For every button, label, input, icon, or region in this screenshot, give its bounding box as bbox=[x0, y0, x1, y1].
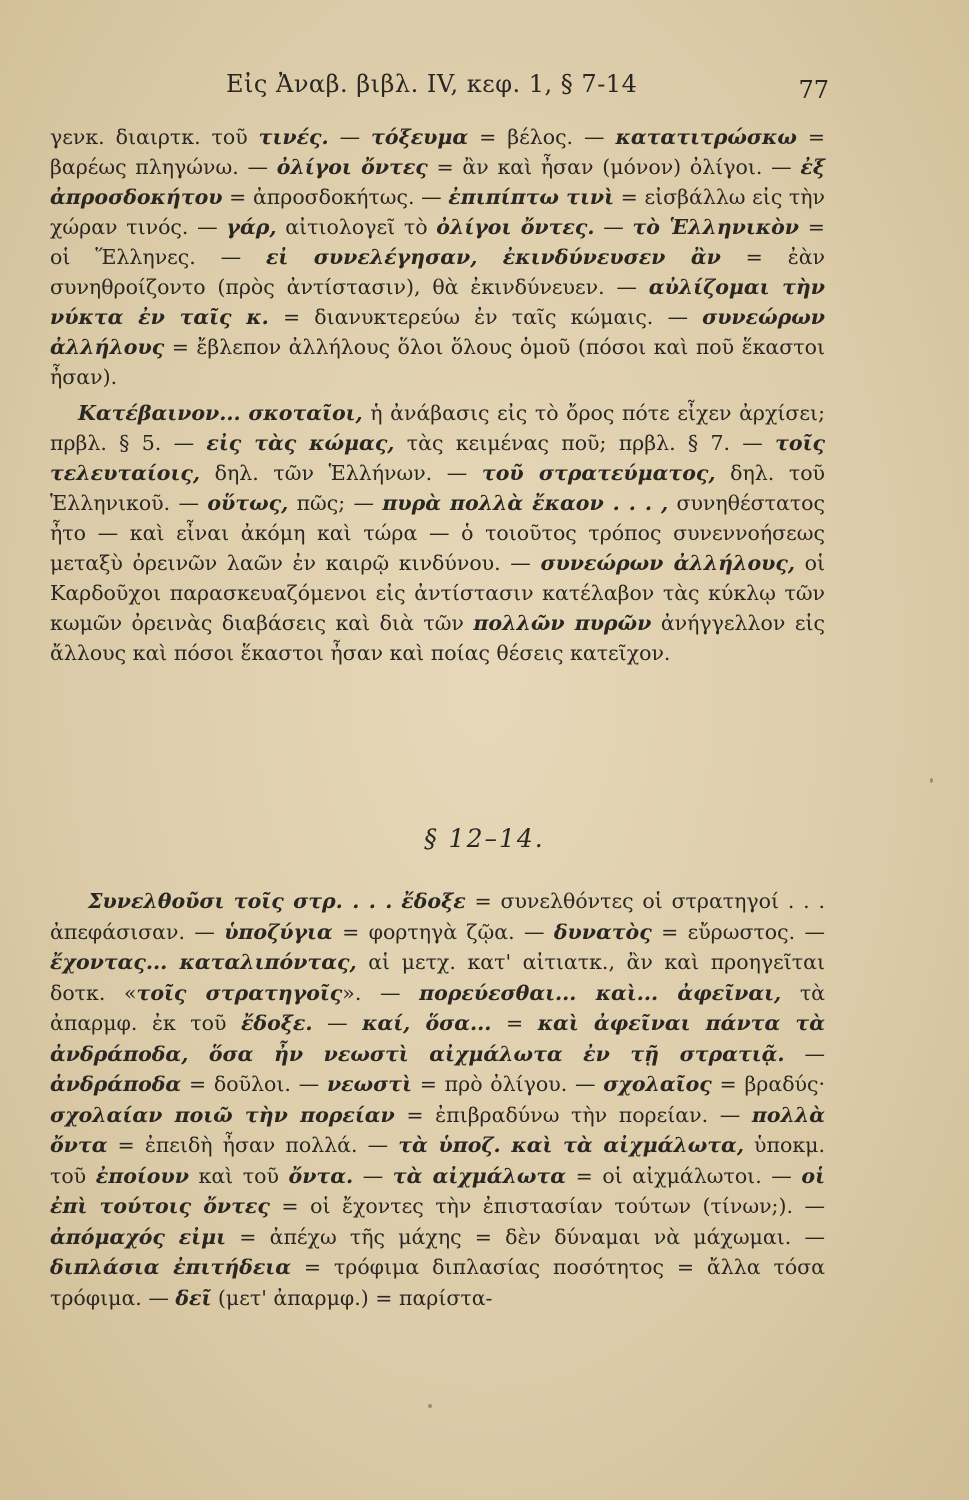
lemma: ἐποίουν bbox=[95, 1163, 189, 1188]
lemma: εἰ συνελέγησαν, ἐκινδύνευσεν ἂν bbox=[265, 245, 721, 269]
text-run: = τρόφιμα διπλασίας ποσότητος = ἄλλα τόσα τρόφιμα. — bbox=[50, 1255, 826, 1310]
text-run: συνηθέστατος ἦτο — καὶ εἶναι ἀκόμη καὶ τώρα — ὁ τοιοῦτος τρόπος συνεννοήσεως μεταξὺ ὀρεινῶν λαῶν ἐν καιρῷ κινδύνου. — bbox=[50, 491, 825, 575]
text-run: καὶ τοῦ bbox=[188, 1163, 289, 1188]
text-run: = ἔβλεπον ἀλλήλους ὅλοι ὅλους ὁμοῦ (πόσοι καὶ ποῦ ἕκαστοι ἦσαν). bbox=[50, 335, 825, 389]
text-run: = βραδύς· bbox=[711, 1072, 825, 1096]
text-run: = εὔρωστος. — bbox=[651, 919, 825, 944]
text-run: = βαρέως πληγώνω. — bbox=[50, 125, 825, 179]
lemma: καί, ὅσα... bbox=[362, 1011, 492, 1035]
lemma: κατατιτρώσκω bbox=[615, 125, 797, 149]
lemma: ἐπιπίπτω τινὶ bbox=[448, 185, 615, 209]
lemma: συνεώρων ἀλλήλους, bbox=[540, 551, 795, 575]
text-run: ». — bbox=[342, 980, 420, 1005]
lemma: σχολαίαν ποιῶ τὴν πορείαν bbox=[50, 1102, 395, 1127]
text-run: — bbox=[594, 215, 633, 239]
page-number: 77 bbox=[798, 76, 829, 104]
lemma: ὀλίγοι ὄντες bbox=[276, 155, 428, 179]
page-header bbox=[0, 70, 969, 110]
lemma: διπλάσια ἐπιτήδεια bbox=[50, 1255, 291, 1279]
text-run: (μετ' ἀπαρμφ.) = παρίστα- bbox=[211, 1285, 493, 1310]
lemma: δυνατὸς bbox=[553, 919, 652, 944]
lemma: ὑποζύγια bbox=[224, 919, 333, 944]
text-run: = βέλος. — bbox=[468, 125, 616, 149]
text-run: ἀνήγγελλον εἰς ἄλλους καὶ πόσοι ἕκαστοι ἦσαν καὶ ποίας θέσεις κατεῖχον. bbox=[50, 611, 825, 665]
lemma: ἀνδράποδα bbox=[50, 1072, 182, 1096]
commentary-block-2 bbox=[50, 886, 825, 1313]
text-run: = ἐπιβραδύνω τὴν πορείαν. — bbox=[394, 1102, 752, 1127]
text-run: = φορτηγὰ ζῷα. — bbox=[332, 919, 554, 944]
text-run: δηλ. τοῦ Ἑλληνικοῦ. — bbox=[50, 461, 825, 515]
lemma: σκοταῖοι, bbox=[248, 401, 363, 425]
lemma: εἰς τὰς κώμας, bbox=[206, 431, 395, 455]
text-run: αἱ μετχ. κατ' αἰτιατκ., ἂν καὶ προηγεῖται δοτκ. « bbox=[50, 950, 825, 1005]
text-run: ἡ ἀνάβασις εἰς τὸ ὄρος πότε εἶχεν ἀρχίσει; πρβλ. § 5. — bbox=[50, 401, 825, 455]
lemma: ὄντα. bbox=[288, 1163, 354, 1188]
text-run: αἰτιολογεῖ τὸ bbox=[276, 215, 437, 239]
running-title: Εἰς Ἀναβ. βιβλ. IV, κεφ. 1, § 7-14 bbox=[226, 70, 638, 98]
ink-speck bbox=[930, 778, 933, 783]
text-run: = δοῦλοι. — bbox=[181, 1072, 327, 1096]
paragraph-2 bbox=[50, 398, 825, 668]
lemma: σχολαῖος bbox=[603, 1072, 712, 1096]
text-run: = ἂν καὶ ἦσαν (μόνον) ὀλίγοι. — bbox=[427, 155, 801, 179]
text-run: = οἱ Ἕλληνες. — bbox=[50, 215, 825, 269]
lemma: τὰ ὑποζ. καὶ τὰ αἰχμάλωτα, bbox=[398, 1133, 744, 1157]
lemma: τινές. bbox=[258, 125, 329, 149]
lemma: Κατέβαινον... bbox=[78, 401, 241, 425]
text-run: δηλ. τῶν Ἑλλήνων. — bbox=[200, 461, 482, 485]
text-run: = bbox=[491, 1011, 538, 1035]
lemma: πολλὰ ὄντα bbox=[50, 1102, 826, 1157]
lemma: ἀπόμαχός εἰμι bbox=[50, 1224, 227, 1249]
lemma: πολλῶν πυρῶν bbox=[473, 611, 652, 635]
paragraph-1 bbox=[50, 122, 825, 392]
commentary-block-1 bbox=[50, 122, 825, 668]
lemma: οὕτως, bbox=[207, 491, 289, 515]
lemma: τὸ Ἑλληνικὸν bbox=[632, 215, 800, 239]
lemma: γάρ, bbox=[226, 215, 277, 239]
text-run: = εἰσβάλλω εἰς τὴν χώραν τινός. — bbox=[50, 185, 826, 239]
text-run: = οἱ ἔχοντες τὴν ἐπιστασίαν τούτων (τίνων;). — bbox=[269, 1194, 825, 1218]
text-run: — bbox=[312, 1011, 363, 1035]
text-run: = οἱ αἰχμάλωτοι. — bbox=[566, 1163, 802, 1188]
text-run: = πρὸ ὀλίγου. — bbox=[412, 1072, 604, 1096]
text-run: = ἐὰν συνηθροίζοντο (πρὸς ἀντίστασιν), θὰ ἐκινδύνευεν. — bbox=[50, 245, 825, 299]
text-run: — bbox=[328, 125, 372, 149]
text-run: = ἐπειδὴ ἦσαν πολλά. — bbox=[107, 1133, 399, 1157]
lemma: πυρὰ πολλὰ ἔκαον . . . , bbox=[382, 491, 669, 515]
lemma: δεῖ bbox=[175, 1285, 212, 1310]
lemma: πορεύεσθαι... καὶ... ἀφεῖναι, bbox=[419, 980, 782, 1005]
text-run: = ἀπέχω τῆς μάχης = δὲν δύναμαι νὰ μάχωμαι. — bbox=[226, 1224, 825, 1249]
paragraph-3 bbox=[50, 886, 825, 1313]
lemma: τοῖς στρατηγοῖς bbox=[136, 980, 343, 1005]
lemma: νεωστὶ bbox=[326, 1072, 412, 1096]
text-run: = ἀπροσδοκήτως. — bbox=[222, 185, 449, 209]
lemma: τὰ αἰχμάλωτα bbox=[392, 1163, 566, 1188]
lemma: τοῖς τελευταίοις, bbox=[50, 431, 825, 485]
text-run: = διανυκτερεύω ἐν ταῖς κώμαις. — bbox=[268, 305, 703, 329]
lemma: τοῦ στρατεύματος, bbox=[481, 461, 716, 485]
text-run: τὰ ἀπαρμφ. ἐκ τοῦ bbox=[50, 980, 825, 1035]
lemma: οἱ ἐπὶ τούτοις ὄντες bbox=[50, 1163, 825, 1218]
ink-speck bbox=[428, 1404, 432, 1408]
text-run: γενκ. διαιρτκ. τοῦ bbox=[50, 125, 259, 149]
text-run: — bbox=[353, 1163, 393, 1188]
text-run: = συνελθόντες οἱ στρατηγοί . . . ἀπεφάσισαν. — bbox=[50, 889, 825, 944]
text-run bbox=[392, 889, 401, 913]
lemma: τόξευμα bbox=[371, 125, 469, 149]
lemma: ἐξ ἀπροσδοκήτου bbox=[50, 155, 825, 209]
lemma: καὶ ἀφεῖναι πάντα τὰ ἀνδράποδα, ὅσα ἦν νεωστὶ αἰχμάλωτα ἐν τῇ στρατιᾷ. bbox=[50, 1011, 825, 1066]
lemma: Συνελθοῦσι τοῖς στρ. . . . bbox=[88, 889, 393, 913]
text-run: πῶς; — bbox=[288, 491, 383, 515]
text-run: — bbox=[784, 1041, 825, 1066]
lemma: αὐλίζομαι τὴν νύκτα ἐν ταῖς κ. bbox=[50, 275, 825, 329]
lemma: ἔδοξε. bbox=[240, 1011, 313, 1035]
section-heading: § 12–14. bbox=[424, 824, 545, 853]
text-run: οἱ Καρδοῦχοι παρασκευαζόμενοι εἰς ἀντίστασιν κατέλαβον τὰς κύκλῳ τῶν κωμῶν ὀρεινὰς διαβάσεις καὶ διὰ τῶν bbox=[50, 551, 825, 635]
text-run: τὰς κειμένας ποῦ; πρβλ. § 7. — bbox=[394, 431, 776, 455]
lemma: ἔχοντας... καταλιπόντας, bbox=[50, 950, 357, 974]
text-run: ὑποκμ. τοῦ bbox=[50, 1133, 825, 1188]
lemma: συνεώρων ἀλλήλους bbox=[50, 305, 826, 359]
lemma: ὀλίγοι ὄντες. bbox=[436, 215, 595, 239]
lemma: ἔδοξε bbox=[401, 889, 466, 913]
